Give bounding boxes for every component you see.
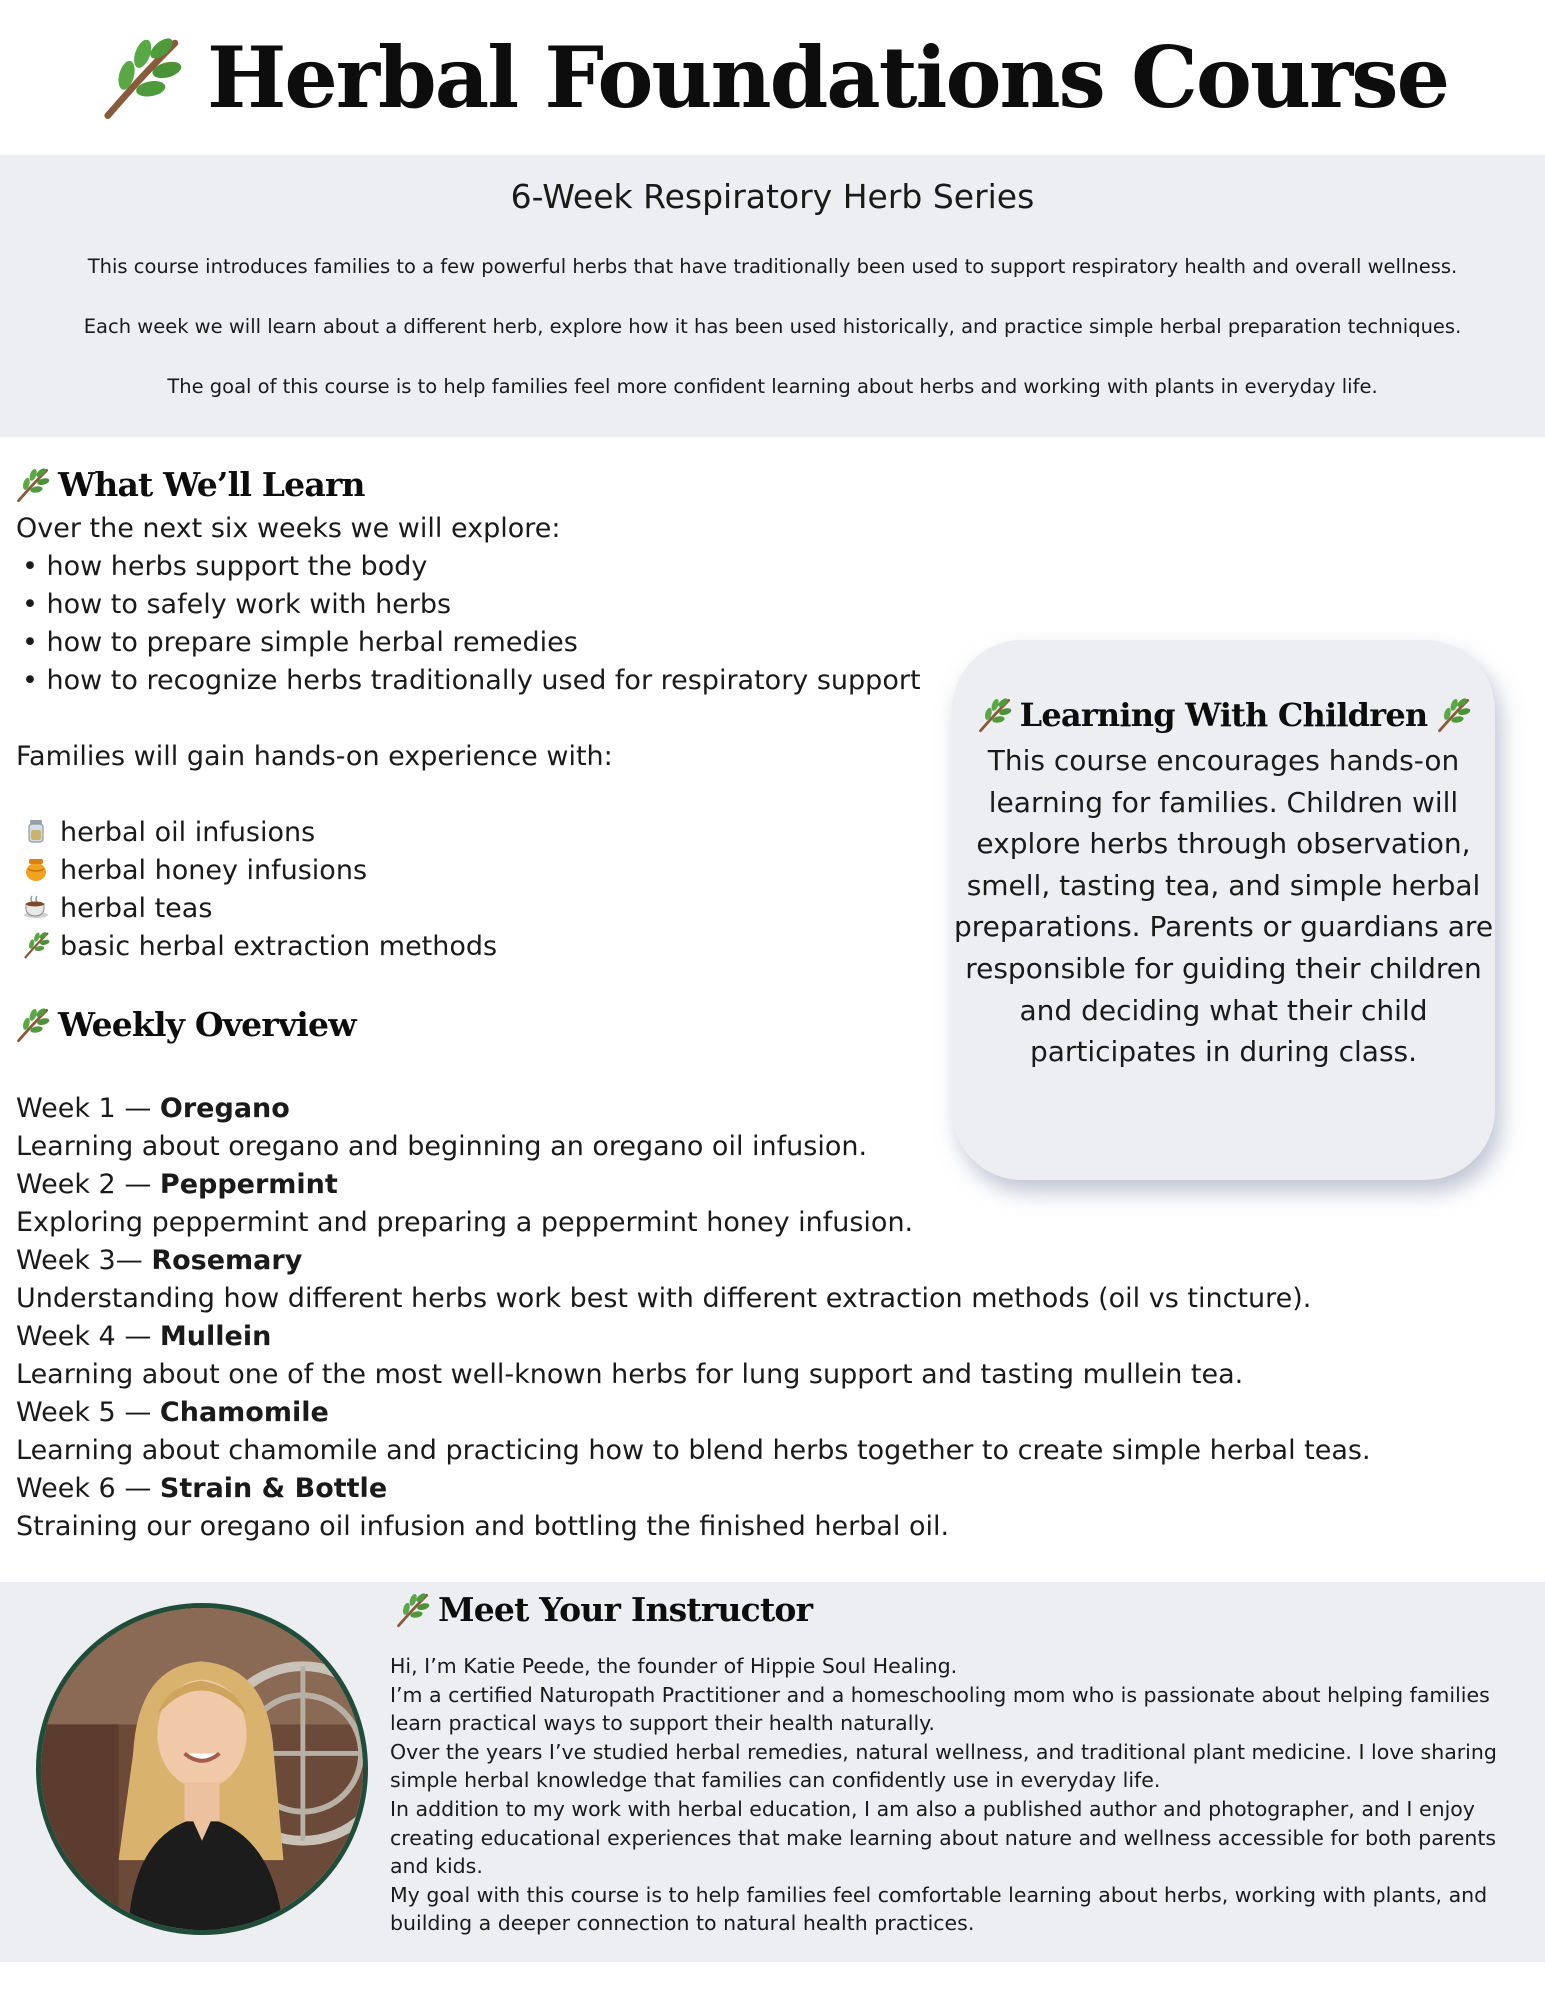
week-title: Week 5 — Chamomile (16, 1397, 329, 1428)
what-we-learn-heading (14, 465, 365, 504)
children-text: This course encourages hands-on learning for families. Children will explore herbs through observation, smell, tasting tea, and simple herbal preparations. Parents or guardians are responsible for guiding their children and deciding what their child participates in during class. (953, 744, 1494, 1069)
page-header (0, 0, 1545, 155)
week-description: Learning about chamomile and practicing how to blend herbs together to create simple herbal teas. (16, 1435, 1371, 1466)
week-description: Straining our oregano oil infusion and bottling the finished herbal oil. (16, 1511, 950, 1542)
week-title: Week 6 — Strain & Bottle (16, 1473, 388, 1504)
week-description: Learning about one of the most well-known herbs for lung support and tasting mullein tea. (16, 1359, 1244, 1390)
weekly-overview-heading (14, 1005, 356, 1044)
list-item: herbal oil infusions (22, 817, 315, 848)
herb-sprig-icon (14, 467, 50, 503)
hands-on-intro: Families will gain hands-on experience with: (16, 741, 613, 772)
section-heading-text: Weekly Overview (58, 1005, 356, 1044)
herb-sprig-icon (976, 697, 1012, 733)
bio-paragraph: In addition to my work with herbal education, I am also a published author and photographer, and I enjoy creating educational experiences that make learning about nature and wellness accessible for both parents and kids. (390, 1796, 1497, 1879)
tea-cup-icon (22, 893, 50, 921)
instructor-photo (36, 1603, 368, 1935)
bio-paragraph: My goal with this course is to help families feel comfortable learning about herbs, working with plants, and building a deeper connection to natural health practices. (390, 1882, 1488, 1936)
list-item: • how herbs support the body (22, 551, 428, 582)
learning-with-children-card (952, 640, 1495, 1180)
week-title: Week 2 — Peppermint (16, 1169, 338, 1200)
herb-sprig-icon (97, 35, 183, 121)
bio-paragraph: Over the years I’ve studied herbal remedies, natural wellness, and traditional plant medicine. I love sharing simple herbal knowledge that families can confidently use in everyday life. (390, 1739, 1497, 1793)
herb-sprig-icon (14, 1007, 50, 1043)
list-item: herbal teas (22, 893, 212, 924)
children-heading: Learning With Children (952, 696, 1495, 734)
meet-instructor-heading: Meet Your Instructor (394, 1590, 812, 1629)
oil-jar-icon (22, 817, 50, 845)
intro-paragraph: This course introduces families to a few powerful herbs that have traditionally been used to support respiratory health and overall wellness. (87, 255, 1458, 278)
page-title: Herbal Foundations Course (206, 28, 1449, 127)
intro-section (0, 155, 1545, 437)
section-heading-text: What We’ll Learn (58, 465, 365, 504)
week-description: Learning about oregano and beginning an oregano oil infusion. (16, 1131, 868, 1162)
bio-paragraph: I’m a certified Naturopath Practitioner and a homeschooling mom who is passionate about helping families learn practical ways to support their health naturally. (390, 1682, 1490, 1736)
list-item: • how to safely work with herbs (22, 589, 452, 620)
instructor-bio (390, 1652, 1520, 1938)
learn-intro: Over the next six weeks we will explore: (16, 513, 561, 544)
list-item: basic herbal extraction methods (22, 931, 497, 962)
herb-sprig-icon (22, 931, 50, 959)
list-item: • how to recognize herbs traditionally used for respiratory support (22, 665, 921, 696)
course-subtitle: 6-Week Respiratory Herb Series (510, 177, 1035, 216)
week-description: Understanding how different herbs work best with different extraction methods (oil vs tincture). (16, 1283, 1312, 1314)
honey-pot-icon (22, 855, 50, 883)
week-title: Week 3— Rosemary (16, 1245, 303, 1276)
intro-paragraph: Each week we will learn about a different herb, explore how it has been used historically, and practice simple herbal preparation techniques. (83, 315, 1462, 338)
week-title: Week 1 — Oregano (16, 1093, 290, 1124)
instructor-section (0, 1582, 1545, 1962)
week-title: Week 4 — Mullein (16, 1321, 272, 1352)
herb-sprig-icon (394, 1592, 430, 1628)
list-item: • how to prepare simple herbal remedies (22, 627, 578, 658)
intro-paragraph: The goal of this course is to help families feel more confident learning about herbs and working with plants in everyday life. (167, 375, 1378, 398)
week-description: Exploring peppermint and preparing a peppermint honey infusion. (16, 1207, 914, 1238)
list-item: herbal honey infusions (22, 855, 367, 886)
bio-paragraph: Hi, I’m Katie Peede, the founder of Hippie Soul Healing. (390, 1654, 958, 1678)
herb-sprig-icon (1435, 697, 1471, 733)
